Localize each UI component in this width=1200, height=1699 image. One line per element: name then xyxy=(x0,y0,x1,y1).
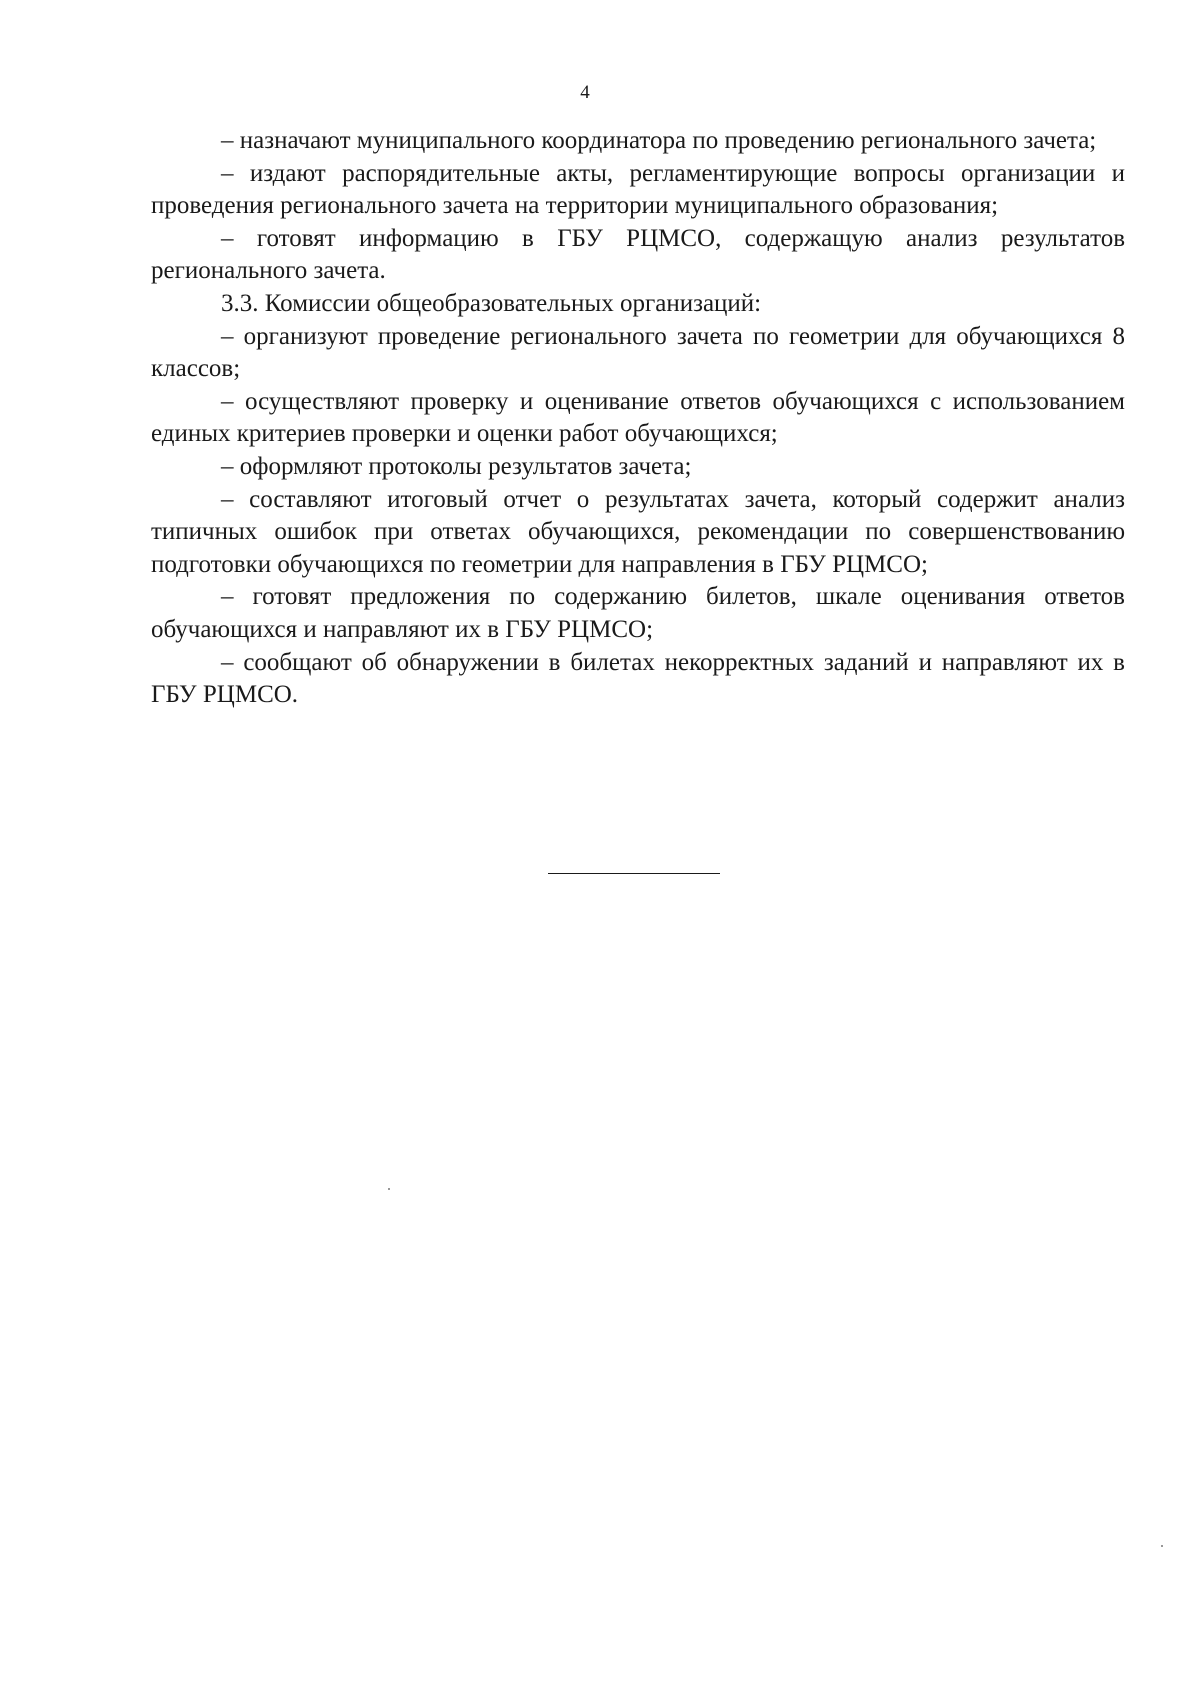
end-of-text-rule xyxy=(548,873,720,874)
document-body xyxy=(151,125,1125,712)
list-item: – оформляют протоколы результатов зачета; xyxy=(221,452,692,480)
list-item: – сообщают об обнаружении в билетах некорректных заданий и направляют их в ГБУ РЦМСО. xyxy=(151,648,1125,709)
list-item: – готовят предложения по содержанию билетов, шкале оценивания ответов обучающихся и направляют их в ГБУ РЦМСО; xyxy=(151,583,1125,643)
list-item: – готовят информацию в ГБУ РЦМСО, содержащую анализ результатов регионального зачета. xyxy=(151,224,1125,285)
scan-speck xyxy=(1161,1545,1163,1547)
list-item: – издают распорядительные акты, регламентирующие вопросы организации и проведения регионального зачета на территории муниципального образования; xyxy=(151,159,1125,220)
scan-speck xyxy=(388,1188,390,1190)
list-item: – осуществляют проверку и оценивание ответов обучающихся с использованием единых критериев проверки и оценки работ обучающихся; xyxy=(151,387,1125,448)
page-number: 4 xyxy=(580,82,590,103)
list-item: – составляют итоговый отчет о результатах зачета, который содержит анализ типичных ошибок при ответах обучающихся, рекомендации по совершенствованию подготовки обучающихся по геометрии для направления в ГБУ РЦМСО; xyxy=(151,485,1125,578)
list-item: – назначают муниципального координатора по проведению регионального зачета; xyxy=(221,127,1097,154)
list-item: – организуют проведение регионального зачета по геометрии для обучающихся 8 классов; xyxy=(151,322,1125,383)
section-heading: 3.3. Комиссии общеобразовательных организаций: xyxy=(221,289,762,317)
